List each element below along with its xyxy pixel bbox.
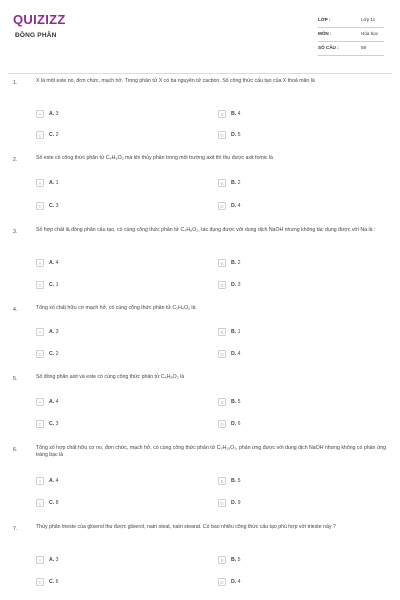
- option-letter-box: B: [218, 328, 226, 336]
- question-number: 3.: [13, 229, 18, 235]
- option-b[interactable]: [218, 179, 354, 187]
- question-number: 6.: [13, 447, 18, 453]
- option-value: 4: [55, 260, 59, 266]
- option-b[interactable]: [218, 328, 354, 336]
- option-letter-box: A: [36, 179, 44, 187]
- option-prefix: C.: [49, 203, 55, 209]
- option-value: 2: [55, 132, 59, 138]
- option-prefix: D.: [231, 500, 237, 506]
- option-letter-box: B: [218, 110, 226, 118]
- worksheet-header: [0, 0, 400, 72]
- option-prefix: D.: [231, 579, 237, 585]
- option-value: 2: [237, 180, 241, 186]
- option-letter-box: C: [36, 499, 44, 507]
- option-prefix: A.: [49, 180, 55, 186]
- option-prefix: B.: [231, 557, 237, 563]
- option-value: 4: [237, 111, 241, 117]
- option-prefix: A.: [49, 111, 55, 117]
- option-a[interactable]: [36, 328, 172, 336]
- option-letter-box: D: [218, 499, 226, 507]
- option-value: 2: [237, 260, 241, 266]
- option-b[interactable]: [218, 110, 354, 118]
- meta-label-question-count: SỐ CÂU :: [318, 45, 339, 50]
- option-c[interactable]: [36, 281, 172, 289]
- option-prefix: D.: [231, 203, 237, 209]
- option-d[interactable]: [218, 131, 354, 139]
- option-a[interactable]: [36, 477, 172, 485]
- meta-value-subject: Hóa học: [361, 31, 379, 36]
- option-a[interactable]: [36, 556, 172, 564]
- option-letter-box: B: [218, 398, 226, 406]
- option-letter-box: A: [36, 328, 44, 336]
- option-letter-box: B: [218, 556, 226, 564]
- option-prefix: A.: [49, 478, 55, 484]
- option-letter-box: D: [218, 420, 226, 428]
- option-d[interactable]: [218, 499, 354, 507]
- question-number: 4.: [13, 307, 18, 313]
- option-value: 3: [55, 111, 59, 117]
- option-a[interactable]: [36, 259, 172, 267]
- question-text: Tổng số chất hữu cơ mạch hở, có cùng công thức phân tử C₂H₄O₂ là: [36, 305, 196, 311]
- worksheet-title: ĐỒNG PHÂN: [15, 32, 57, 39]
- option-a[interactable]: [36, 179, 172, 187]
- option-letter-box: D: [218, 131, 226, 139]
- option-value: 3: [55, 421, 59, 427]
- option-value: 1: [237, 329, 241, 335]
- option-prefix: C.: [49, 500, 55, 506]
- option-prefix: A.: [49, 260, 55, 266]
- option-prefix: D.: [231, 421, 237, 427]
- option-letter-box: D: [218, 578, 226, 586]
- option-b[interactable]: [218, 398, 354, 406]
- question-text: Tổng số hợp chất hữu cơ no, đơn chức, mạch hở, có cùng công thức phân tử C₅H₁₀O₂, phản ứng được với dung dịch NaOH nhưng không có phản ứng tráng bạc là: [36, 445, 387, 459]
- option-prefix: A.: [49, 329, 55, 335]
- option-c[interactable]: [36, 578, 172, 586]
- option-a[interactable]: [36, 398, 172, 406]
- option-letter-box: B: [218, 477, 226, 485]
- option-a[interactable]: [36, 110, 172, 118]
- option-letter-box: C: [36, 202, 44, 210]
- option-value: 3: [55, 557, 59, 563]
- option-d[interactable]: [218, 281, 354, 289]
- question-number: 7.: [13, 526, 18, 532]
- option-prefix: C.: [49, 132, 55, 138]
- question-number: 2.: [13, 157, 18, 163]
- option-value: 6: [55, 579, 59, 585]
- option-value: 3: [237, 282, 241, 288]
- meta-value-grade: Lớp 11: [361, 17, 376, 22]
- option-prefix: A.: [49, 557, 55, 563]
- meta-divider: [318, 55, 384, 56]
- option-value: 5: [237, 399, 241, 405]
- header-divider: [8, 73, 392, 74]
- option-letter-box: A: [36, 259, 44, 267]
- option-letter-box: D: [218, 281, 226, 289]
- option-value: 3: [55, 329, 59, 335]
- option-value: 5: [237, 557, 241, 563]
- option-letter-box: C: [36, 578, 44, 586]
- option-d[interactable]: [218, 202, 354, 210]
- question-text: Số đồng phân axit và este có cùng công thức phân tử C₄H₈O₂ là: [36, 374, 185, 380]
- option-value: 4: [55, 399, 59, 405]
- option-prefix: B.: [231, 180, 237, 186]
- option-c[interactable]: [36, 202, 172, 210]
- option-prefix: D.: [231, 282, 237, 288]
- option-prefix: C.: [49, 421, 55, 427]
- option-prefix: B.: [231, 260, 237, 266]
- option-value: 4: [237, 351, 241, 357]
- option-prefix: B.: [231, 111, 237, 117]
- option-value: 5: [237, 478, 241, 484]
- option-prefix: B.: [231, 399, 237, 405]
- option-letter-box: B: [218, 179, 226, 187]
- question-number: 5.: [13, 376, 18, 382]
- option-b[interactable]: [218, 556, 354, 564]
- option-letter-box: A: [36, 110, 44, 118]
- meta-label-grade: LỚP :: [318, 17, 331, 22]
- meta-value-question-count: 59: [361, 45, 367, 50]
- option-value: 2: [55, 351, 59, 357]
- option-c[interactable]: [36, 131, 172, 139]
- option-letter-box: C: [36, 131, 44, 139]
- option-value: 3: [55, 203, 59, 209]
- option-d[interactable]: [218, 350, 354, 358]
- option-prefix: C.: [49, 351, 55, 357]
- option-prefix: C.: [49, 579, 55, 585]
- option-value: 1: [55, 180, 59, 186]
- option-value: 5: [237, 132, 241, 138]
- question-text: X là một este no, đơn chức, mạch hở. Trong phân tử X có ba nguyên tử cacbon. Số công thức cấu tạo của X thoả mãn là: [36, 78, 315, 84]
- question-text: Số hợp chất là đồng phân cấu tạo, có cùng công thức phân tử C₄H₈O₂, tác dụng được với dung dịch NaOH nhưng không tác dụng được với Na là :: [36, 227, 376, 233]
- option-value: 1: [55, 282, 59, 288]
- option-prefix: A.: [49, 399, 55, 405]
- option-letter-box: D: [218, 350, 226, 358]
- option-letter-box: B: [218, 259, 226, 267]
- option-value: 9: [237, 500, 241, 506]
- option-letter-box: A: [36, 556, 44, 564]
- option-letter-box: D: [218, 202, 226, 210]
- question-text: Số este có công thức phân tử C₄H₈O₂ mà khi thủy phân trong môi trường axit thì thu được axit fomic là: [36, 155, 273, 161]
- option-prefix: B.: [231, 478, 237, 484]
- option-value: 6: [237, 421, 241, 427]
- option-value: 8: [55, 500, 59, 506]
- option-value: 4: [237, 203, 241, 209]
- option-b[interactable]: [218, 259, 354, 267]
- option-b[interactable]: [218, 477, 354, 485]
- option-d[interactable]: [218, 420, 354, 428]
- option-c[interactable]: [36, 420, 172, 428]
- option-prefix: C.: [49, 282, 55, 288]
- option-letter-box: A: [36, 398, 44, 406]
- question-text: Thủy phân trieste của glixerol thu được glixerol, natri oleat, natri stearat. Có bao nhiêu công thức cấu tạo phù hợp với trieste này ?: [36, 524, 336, 530]
- option-letter-box: C: [36, 350, 44, 358]
- question-number: 1.: [13, 80, 18, 86]
- option-value: 4: [237, 579, 241, 585]
- option-prefix: D.: [231, 351, 237, 357]
- quizizz-logo: QUIZIZZ: [13, 12, 66, 27]
- option-letter-box: C: [36, 281, 44, 289]
- option-c[interactable]: [36, 350, 172, 358]
- meta-label-subject: MÔN :: [318, 31, 332, 36]
- option-letter-box: A: [36, 477, 44, 485]
- option-prefix: D.: [231, 132, 237, 138]
- option-value: 4: [55, 478, 59, 484]
- option-c[interactable]: [36, 499, 172, 507]
- option-prefix: B.: [231, 329, 237, 335]
- meta-divider: [318, 41, 384, 42]
- meta-divider: [318, 27, 384, 28]
- option-letter-box: C: [36, 420, 44, 428]
- option-d[interactable]: [218, 578, 354, 586]
